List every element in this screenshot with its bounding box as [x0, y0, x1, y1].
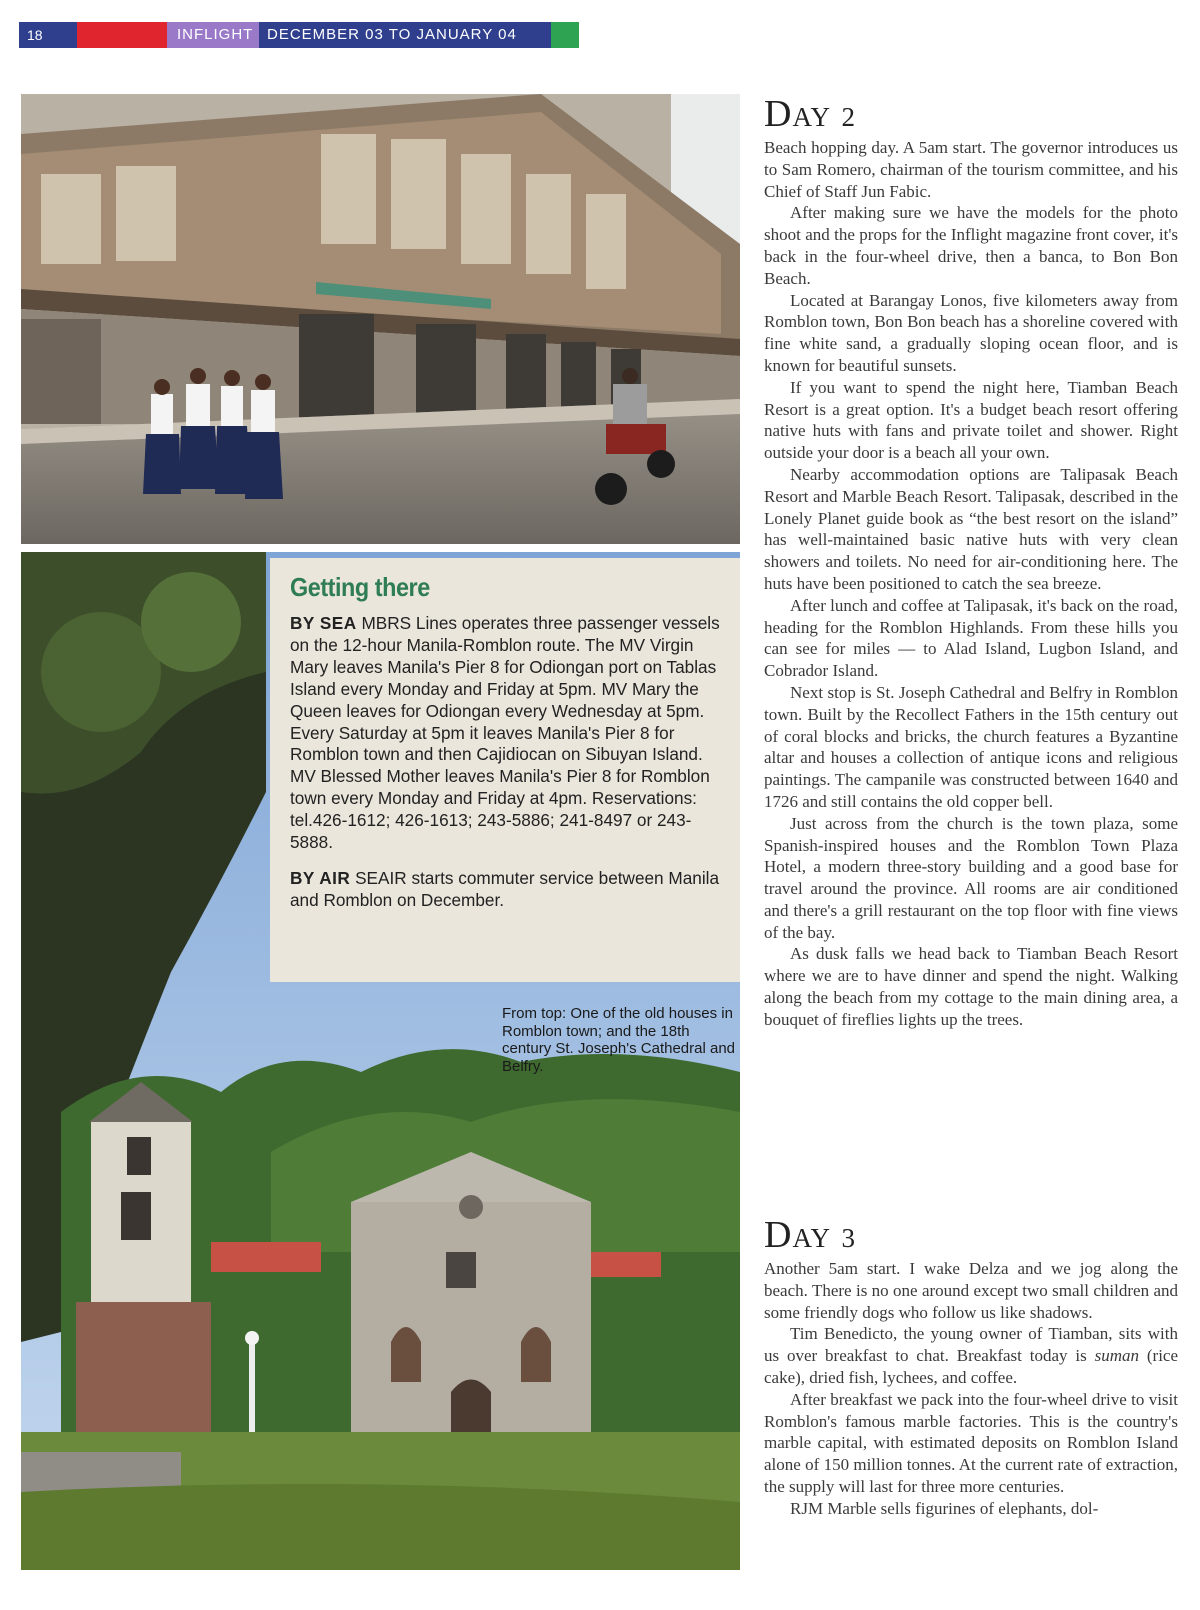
photo-old-house [21, 94, 740, 544]
day2-paragraph: As dusk falls we head back to Tiamban Beach Resort where we are to have dinner and spend the night. Walking along the beach from my cottage to the main dining area, a bouquet of fireflies lights up the trees. [764, 944, 1178, 1029]
day3-p2-italic: suman [1094, 1346, 1139, 1366]
day3-paragraph: After breakfast we pack into the four-wheel drive to visit Romblon's famous marble factories. This is the country's marble capital, with estimated deposits on Romblon Island alone of 150 million tonnes. At the current rate of extraction, the supply will last for three more centuries. [764, 1389, 1178, 1496]
day3-p2-after: (rice cake), dried fish, lychees, and coffee. [764, 1346, 1179, 1387]
day2-heading [764, 94, 1178, 137]
photo-caption: From top: One of the old houses in Romblon town; and the 18th century St. Joseph's Cathedral and Belfry. [502, 1005, 735, 1075]
day2-paragraph: Located at Barangay Lonos, five kilometers away from Romblon town, Bon Bon beach has a shoreline covered with fine white sand, a gradually sloping ocean floor, and is known for beautiful sunsets. [764, 290, 1178, 375]
day2-paragraph: After lunch and coffee at Talipasak, it's back on the road, heading for the Romblon Highlands. From these hills you can see for miles — to Alad Island, Lugbon Island, and Cobrador Island. [764, 595, 1178, 681]
by-air-label: BY AIR [290, 867, 351, 888]
day2-section [764, 94, 1178, 1031]
page-header-bar [19, 22, 579, 48]
day2-paragraph: Nearby accommodation options are Talipasak Beach Resort and Marble Beach Resort. Talipasak, described in the Lonely Planet guide book as “the best resort on the island” has well-maintained basic native huts with very clean showers and toilets. No need for air-conditioning here. The huts have been positioned to catch the sea breeze. [764, 464, 1178, 593]
section-label: INFLIGHT [167, 22, 259, 48]
day2-heading-rest: AY [792, 102, 831, 132]
by-sea-label: BY SEA [290, 613, 357, 633]
day3-section [764, 1215, 1178, 1520]
day3-heading-initial: D [764, 1214, 793, 1256]
day2-paragraph: Just across from the church is the town plaza, some Spanish-inspired houses and the Romblon Town Plaza Hotel, a modern three-story building and a good base for travel around the province. All rooms are air conditioned and there's a grill restaurant on the top floor with fine views of the bay. [764, 813, 1178, 942]
day3-heading-number: 3 [841, 1223, 856, 1253]
day3-paragraph [764, 1323, 1178, 1388]
day2-heading-number: 2 [841, 102, 856, 132]
day3-paragraph: RJM Marble sells figurines of elephants, dol- [790, 1498, 1099, 1518]
by-sea-text: MBRS Lines operates three passenger vessels on the 12-hour Manila-Romblon route. The MV Virgin Mary leaves Manila's Pier 8 for Odiongan port on Tablas Island every Monday and Friday at 5pm. MV Mary the Queen leaves for Odiongan every Wednesday at 5pm. Every Saturday at 5pm it leaves Manila's Pier 8 for Romblon town and then Cajidiocan on Sibuyan Island. MV Blessed Mother leaves Manila's Pier 8 for Romblon town every Monday and Friday at 4pm. Reservations: tel.426-1612; 426-1613; 243-5886; 241-8497 or 243-5888. [290, 613, 720, 853]
issue-date: DECEMBER 03 TO JANUARY 04 [259, 22, 551, 48]
by-air-text: SEAIR starts commuter service between Manila and Romblon on December. [290, 867, 720, 910]
getting-there-box [270, 558, 740, 982]
day3-paragraph: Another 5am start. I wake Delza and we jog along the beach. There is no one around except two small children and some friendly dogs who follow us like shadows. [764, 1259, 1178, 1322]
day2-paragraph: Next stop is St. Joseph Cathedral and Belfry in Romblon town. Built by the Recollect Fathers in the 15th century out of coral blocks and bricks, the church features a Byzantine altar and houses a collection of antique icons and religious paintings. The campanile was constructed between 1640 and 1726 and still contains the old copper bell. [764, 682, 1178, 811]
getting-there-title: Getting there [290, 572, 430, 602]
day3-p2-before: Tim Benedicto, the young owner of Tiamban, sits with us over breakfast to chat. Breakfast today is [764, 1324, 1178, 1366]
header-color-block-red [77, 22, 167, 48]
day2-paragraph: After making sure we have the models for the photo shoot and the props for the Inflight magazine front cover, it's back in the four-wheel drive, then a banca, to Bon Bon Beach. [764, 203, 1178, 288]
by-air-paragraph [290, 868, 722, 912]
by-sea-paragraph [290, 613, 722, 854]
day3-heading-rest: AY [792, 1223, 831, 1253]
day2-heading-initial: D [764, 93, 793, 135]
day2-paragraph: If you want to spend the night here, Tiamban Beach Resort is a great option. It's a budget beach resort offering native huts with fans and private toilet and shower. Right outside your door is a beach all your own. [764, 377, 1178, 463]
header-color-block-green [551, 22, 579, 48]
page-number: 18 [19, 22, 77, 48]
day3-heading [764, 1215, 1178, 1258]
day2-paragraph: Beach hopping day. A 5am start. The governor introduces us to Sam Romero, chairman of the tourism committee, and his Chief of Staff Jun Fabic. [764, 138, 1178, 201]
